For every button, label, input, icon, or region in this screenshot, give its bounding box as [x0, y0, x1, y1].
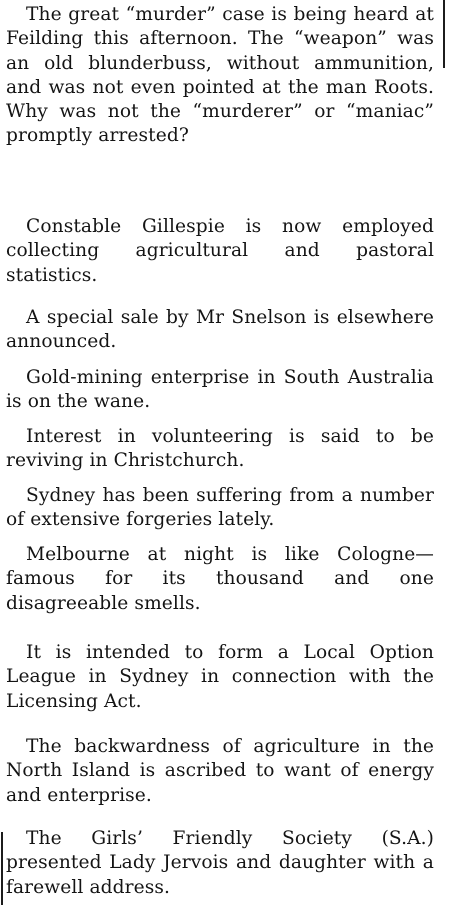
column-rule-right: [443, 0, 445, 68]
news-paragraph-snelson-sale: A special sale by Mr Snelson is elsewhere announced.: [6, 307, 434, 353]
news-paragraph-feilding-murder-case: The great “murder” case is being heard at Feilding this afternoon. The “weapon” was an old blunderbuss, without ammunition, and was not even pointed at the man Roots. Why was not the “murderer” or “maniac” promptly arrested?: [6, 4, 434, 147]
column-rule-left: [1, 832, 3, 905]
news-paragraph-melbourne-cologne: Melbourne at night is like Cologne—famous for its thousand and one disagreeable smells.: [6, 544, 434, 614]
news-paragraph-sydney-forgeries: Sydney has been suffering from a number of extensive forgeries lately.: [6, 485, 434, 531]
news-paragraph-local-option-league: It is intended to form a Local Option League in Sydney in connection with the Licensing Act.: [6, 642, 434, 712]
news-paragraph-girls-friendly-society: The Girls’ Friendly Society (S.A.) presented Lady Jervois and daughter with a farewell address.: [6, 828, 434, 898]
news-paragraph-constable-gillespie: Constable Gillespie is now employed collecting agricultural and pastoral statistics.: [6, 216, 434, 286]
news-paragraph-volunteering: Interest in volunteering is said to be reviving in Christchurch.: [6, 426, 434, 472]
news-paragraph-gold-mining: Gold-mining enterprise in South Australia is on the wane.: [6, 367, 434, 413]
news-paragraph-north-island-agriculture: The backwardness of agriculture in the North Island is ascribed to want of energy and enterprise.: [6, 736, 434, 806]
